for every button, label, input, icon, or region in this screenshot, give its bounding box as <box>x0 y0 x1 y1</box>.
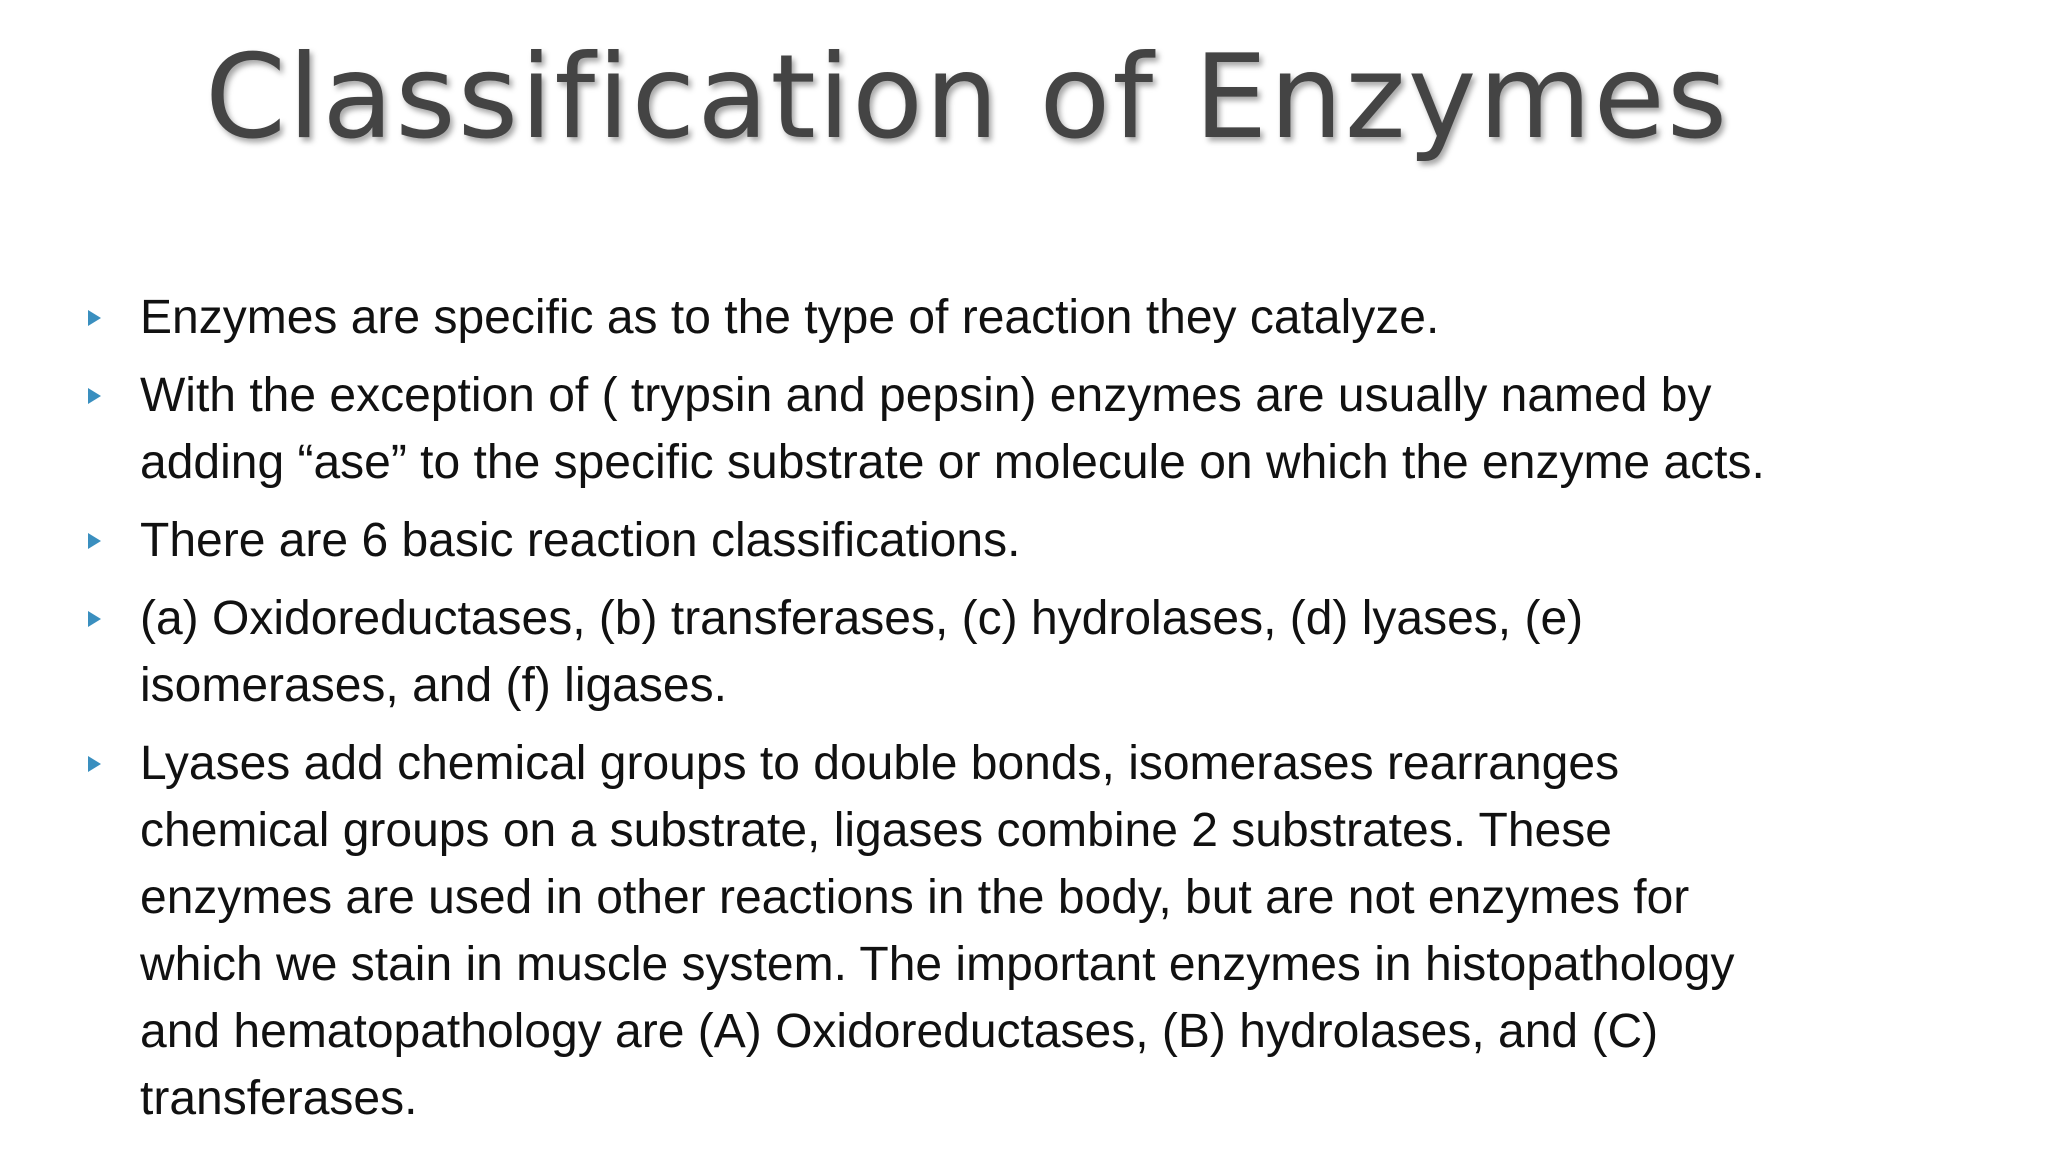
bullet-item <box>86 507 1906 574</box>
bullet-item <box>86 585 1906 719</box>
bullet-text-line: With the exception of ( trypsin and pepsin) enzymes are usually named by <box>140 369 1712 422</box>
triangle-bullet-icon <box>88 756 101 772</box>
bullet-text-line: chemical groups on a substrate, ligases combine 2 substrates. These <box>140 804 1612 857</box>
triangle-bullet-icon <box>88 611 101 627</box>
bullet-text-line: (a) Oxidoreductases, (b) transferases, (c) hydrolases, (d) lyases, (e) <box>140 592 1584 645</box>
bullet-item <box>86 362 1906 496</box>
bullet-item <box>86 730 1906 1132</box>
bullet-text-line: which we stain in muscle system. The important enzymes in histopathology <box>140 938 1735 991</box>
triangle-bullet-icon <box>88 533 101 549</box>
bullet-item <box>86 284 1906 351</box>
slide-title: Classification of Enzymes <box>205 30 1730 165</box>
triangle-bullet-icon <box>88 388 101 404</box>
triangle-bullet-icon <box>88 310 101 326</box>
bullet-text-line: and hematopathology are (A) Oxidoreductases, (B) hydrolases, and (C) <box>140 1005 1659 1058</box>
bullet-text-line: There are 6 basic reaction classifications. <box>140 514 1021 567</box>
bullet-list <box>86 284 1906 1143</box>
bullet-text-line: adding “ase” to the specific substrate or molecule on which the enzyme acts. <box>140 436 1765 489</box>
bullet-text-line: Lyases add chemical groups to double bonds, isomerases rearranges <box>140 737 1620 790</box>
bullet-text-line: Enzymes are specific as to the type of reaction they catalyze. <box>140 291 1440 344</box>
bullet-text-line: isomerases, and (f) ligases. <box>140 659 727 712</box>
bullet-text-line: transferases. <box>140 1072 418 1125</box>
bullet-text-line: enzymes are used in other reactions in the body, but are not enzymes for <box>140 871 1690 924</box>
